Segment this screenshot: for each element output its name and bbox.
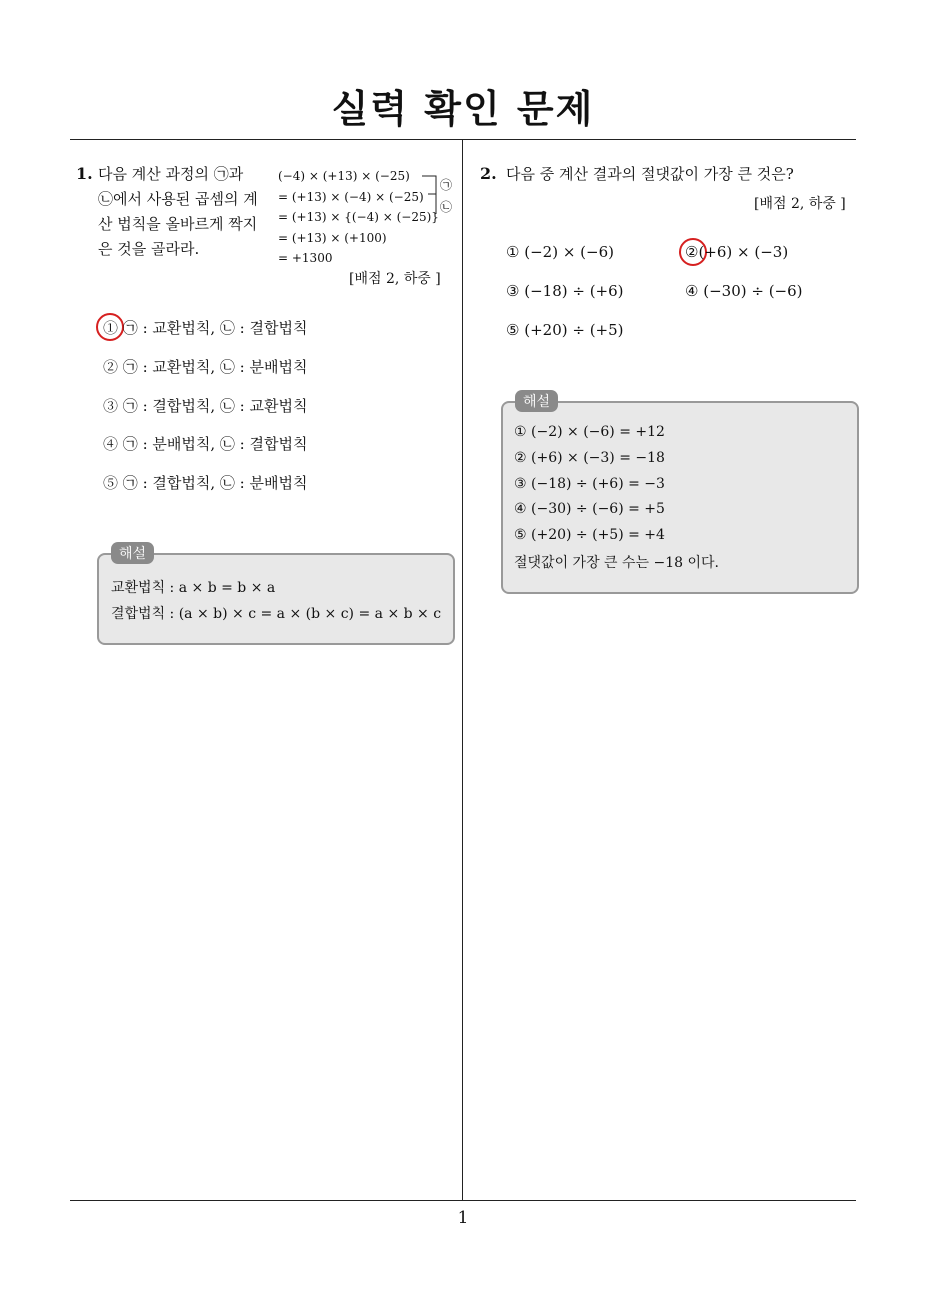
option-text: ㉠ : 결합법칙, ㉡ : 교환법칙 (122, 397, 308, 415)
question-1-solution-box (97, 553, 455, 645)
question-1-score: [배점 2, 하중 ] (349, 271, 441, 287)
calc-line: = (+13) × {(−4) × (−25)} (278, 210, 439, 224)
option-number: ① (506, 243, 520, 261)
question-2-solution-tag: 해설 (515, 390, 558, 412)
calc-mark-a: ㉠ (440, 178, 453, 192)
option-number: ⑤ (506, 321, 520, 339)
page-title: 실력 확인 문제 (331, 87, 595, 131)
question-1-option-1[interactable] (103, 317, 307, 338)
option-number: ② (103, 358, 119, 376)
page-number: 1 (457, 1208, 469, 1228)
option-text: (−2) × (−6) (524, 243, 614, 261)
question-1-option-3[interactable] (103, 395, 307, 416)
calc-mark-b: ㉡ (440, 200, 453, 214)
question-2-option-4[interactable] (685, 282, 803, 300)
question-1-solution-tag: 해설 (111, 542, 154, 564)
option-text: ㉠ : 교환법칙, ㉡ : 결합법칙 (122, 319, 308, 337)
option-text: ㉠ : 결합법칙, ㉡ : 분배법칙 (122, 474, 308, 492)
option-number: ④ (685, 282, 699, 300)
option-number: ④ (103, 435, 119, 453)
question-1-text-line: ㉡에서 사용된 곱셈의 계 (98, 190, 258, 208)
option-text: (+6) × (−3) (698, 243, 789, 261)
calc-line: = (+13) × (+100) (278, 230, 387, 245)
question-1-option-5[interactable] (103, 472, 307, 493)
question-2-option-5[interactable] (506, 321, 624, 339)
question-1-option-4[interactable] (103, 433, 307, 454)
solution-line: ① (−2) × (−6) = +12 (514, 424, 665, 440)
option-number: ⑤ (103, 474, 119, 492)
question-1-calculation (278, 166, 439, 269)
calc-line: = +1300 (278, 251, 333, 265)
question-1-text (98, 162, 268, 262)
calc-bracket-icon (420, 174, 440, 218)
question-2-number: 2. (480, 164, 497, 183)
option-text: (−30) ÷ (−6) (703, 282, 803, 300)
solution-line: ⑤ (+20) ÷ (+5) = +4 (514, 527, 665, 543)
bottom-divider (70, 1200, 856, 1201)
solution-line: 결합법칙 : (a × b) × c = a × (b × c) = a × b × c (111, 606, 442, 622)
solution-line: ② (+6) × (−3) = −18 (514, 450, 665, 466)
option-text: ㉠ : 교환법칙, ㉡ : 분배법칙 (122, 358, 308, 376)
question-2-option-1[interactable] (506, 243, 614, 261)
question-2-score: [배점 2, 하중 ] (754, 196, 846, 212)
question-1-text-line: 은 것을 골라라. (98, 240, 200, 258)
question-2-option-2[interactable] (685, 243, 788, 261)
question-1-text-line: 산 법칙을 올바르게 짝지 (98, 215, 258, 233)
option-text: (+20) ÷ (+5) (524, 321, 624, 339)
option-text: (−18) ÷ (+6) (524, 282, 624, 300)
question-2-option-3[interactable] (506, 282, 624, 300)
column-divider (462, 139, 463, 1201)
top-divider (70, 139, 856, 140)
question-1-option-2[interactable] (103, 356, 307, 377)
calc-line: = (+13) × (−4) × (−25) (278, 189, 424, 204)
option-text: ㉠ : 분배법칙, ㉡ : 결합법칙 (122, 435, 308, 453)
option-number: ③ (506, 282, 520, 300)
question-1-number: 1. (76, 164, 93, 183)
solution-line: 교환법칙 : a × b = b × a (111, 580, 276, 596)
solution-line: 절댓값이 가장 큰 수는 −18 이다. (514, 555, 720, 571)
question-2-text: 다음 중 계산 결과의 절댓값이 가장 큰 것은? (506, 165, 794, 183)
solution-line: ④ (−30) ÷ (−6) = +5 (514, 501, 665, 517)
calc-line: (−4) × (+13) × (−25) (278, 169, 410, 183)
option-number: ② (685, 243, 699, 261)
solution-line: ③ (−18) ÷ (+6) = −3 (514, 476, 665, 492)
question-1-text-line: 다음 계산 과정의 ㉠과 (98, 165, 244, 183)
option-number: ③ (103, 397, 119, 415)
option-number: ① (103, 319, 119, 337)
